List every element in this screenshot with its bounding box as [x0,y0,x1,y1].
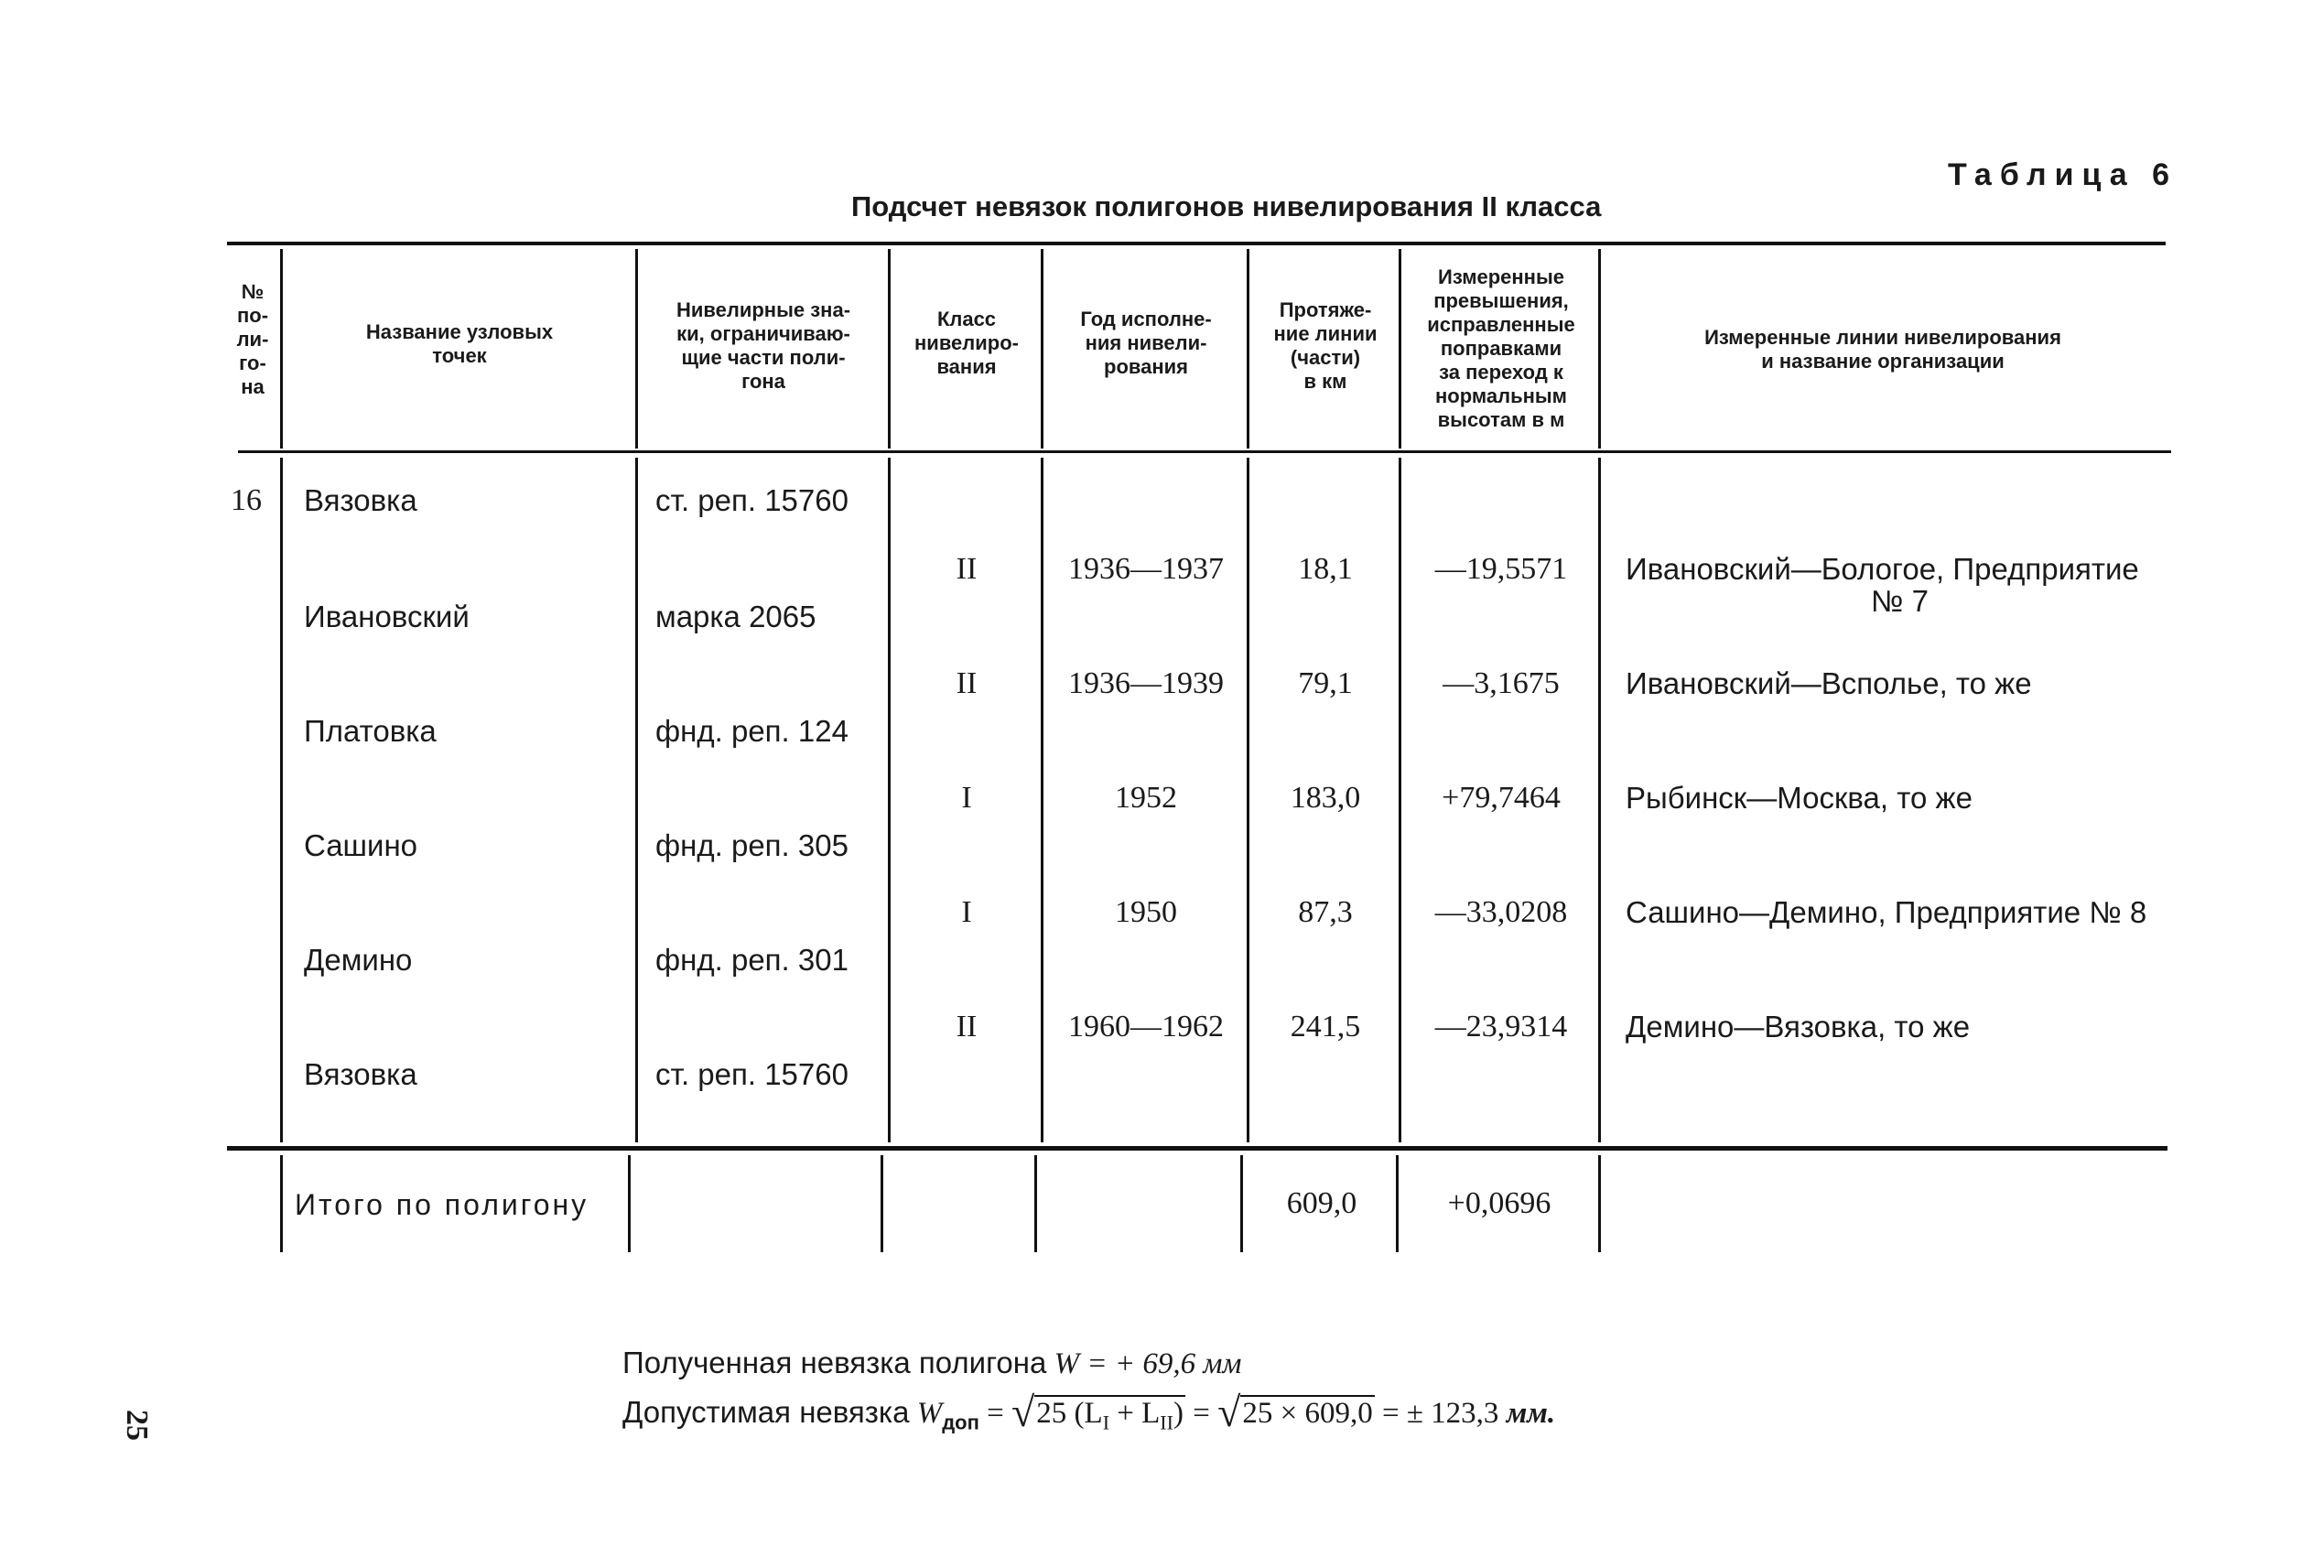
footer-text-1: Полученная невязка полигона [622,1346,1047,1379]
header-divider [1041,249,1043,449]
equals-sign: = [987,1397,1004,1430]
total-diff: +0,0696 [1447,1186,1551,1220]
radical-icon: √ [1217,1389,1241,1435]
footer-line-2 [622,1388,1555,1436]
segment-diff: —3,1675 [1443,666,1560,700]
footer-text-2: Допустимая невязка [622,1395,910,1429]
header-divider [635,249,638,449]
segment-years: 1936—1939 [1068,666,1224,700]
point-mark: ст. реп. 15760 [655,1057,849,1091]
top-rule [227,242,2166,245]
footer-formula-1: W = + 69,6 [1054,1347,1196,1380]
footer-unit-1: мм [1203,1347,1242,1380]
total-divider [280,1155,283,1252]
footer-result: = ± 123,3 [1381,1397,1499,1430]
header-num: № по- ли- го- на [236,280,269,398]
header-measured: Измеренные превышения, исправленные поправками за переход к нормальным высотам в м [1427,265,1575,431]
page-number: 25 [120,1410,154,1441]
footer-symbol-sub: доп [942,1411,979,1434]
radicand-2: 25 × 609,0 [1242,1397,1373,1430]
segment-class: I [961,895,972,929]
segment-diff: —33,0208 [1434,895,1568,929]
body-divider [280,458,283,1142]
segment-class: II [956,1010,978,1044]
total-divider [1240,1155,1243,1252]
point-mark: марка 2065 [655,600,816,633]
point-mark: фнд. реп. 124 [655,714,849,748]
point-mark: фнд. реп. 305 [655,828,849,862]
footer-line-1 [622,1346,1242,1381]
equals-sign: = [1193,1397,1210,1430]
segment-length: 18,1 [1298,552,1353,586]
segment-years: 1936—1937 [1068,552,1224,586]
header-length: Протяже- ние линии (части) в км [1273,298,1378,393]
point-name: Вязовка [304,483,417,517]
total-divider [1598,1155,1601,1252]
segment-diff: —19,5571 [1434,552,1568,586]
table-title: Подсчет невязок полигонов нивелирования II класса [851,190,1602,222]
total-label: Итого по полигону [295,1188,589,1221]
segment-class: I [961,781,972,815]
header-divider [1598,249,1601,449]
footer-unit-2: мм. [1506,1397,1556,1430]
segment-length: 87,3 [1298,895,1353,929]
segment-length: 79,1 [1298,666,1353,700]
header-rule [238,450,2171,453]
header-class: Класс нивелиро- вания [914,308,1019,378]
point-name: Демино [304,943,413,977]
header-marks: Нивелирные зна- ки, ограничиваю- щие части поли- гона [676,298,851,393]
segment-line-continued: № 7 [1871,584,1929,618]
segment-diff: +79,7464 [1442,781,1561,815]
segment-class: II [956,552,978,586]
point-name: Платовка [304,714,437,748]
body-divider [1041,458,1043,1142]
header-divider [888,249,891,449]
header-divider [280,249,283,449]
table-label: Таблица 6 [1948,157,2178,192]
body-divider [1247,458,1249,1142]
segment-line: Ивановский—Всполье, то же [1626,666,2032,700]
segment-years: 1950 [1115,895,1177,929]
total-divider [881,1155,883,1252]
body-divider [888,458,891,1142]
total-divider [628,1155,631,1252]
radical-icon: √ [1011,1389,1035,1435]
segment-years: 1960—1962 [1068,1010,1224,1044]
point-name: Сашино [304,828,418,862]
point-mark: фнд. реп. 301 [655,943,849,977]
body-divider [1598,458,1601,1142]
polygon-number: 16 [231,483,262,517]
segment-length: 241,5 [1290,1010,1361,1044]
header-divider [1399,249,1401,449]
segment-diff: —23,9314 [1434,1010,1568,1044]
segment-years: 1952 [1115,781,1177,815]
header-divider [1247,249,1249,449]
point-name: Ивановский [304,600,470,633]
segment-line: Сашино—Демино, Предприятие № 8 [1626,895,2147,929]
radicand-1: 25 $(L_I + L_{II})$ [1036,1397,1184,1434]
body-bottom-rule [227,1146,2167,1151]
header-points: Название узловых точек [365,320,554,367]
body-divider [635,458,638,1142]
header-year: Год исполне- ния нивели- рования [1080,308,1212,378]
total-length: 609,0 [1286,1186,1357,1220]
body-divider [1399,458,1401,1142]
footer-symbol: W [916,1397,943,1430]
segment-length: 183,0 [1290,781,1361,815]
header-lines: Измеренные линии нивелирования и название организации [1704,326,2061,373]
point-name: Вязовка [304,1057,417,1091]
segment-line: Демино—Вязовка, то же [1626,1010,1971,1044]
point-mark: ст. реп. 15760 [655,483,849,517]
segment-class: II [956,666,978,700]
total-divider [1034,1155,1037,1252]
segment-line: Ивановский—Бологое, Предприятие [1626,552,2139,586]
segment-line: Рыбинск—Москва, то же [1626,781,1973,815]
